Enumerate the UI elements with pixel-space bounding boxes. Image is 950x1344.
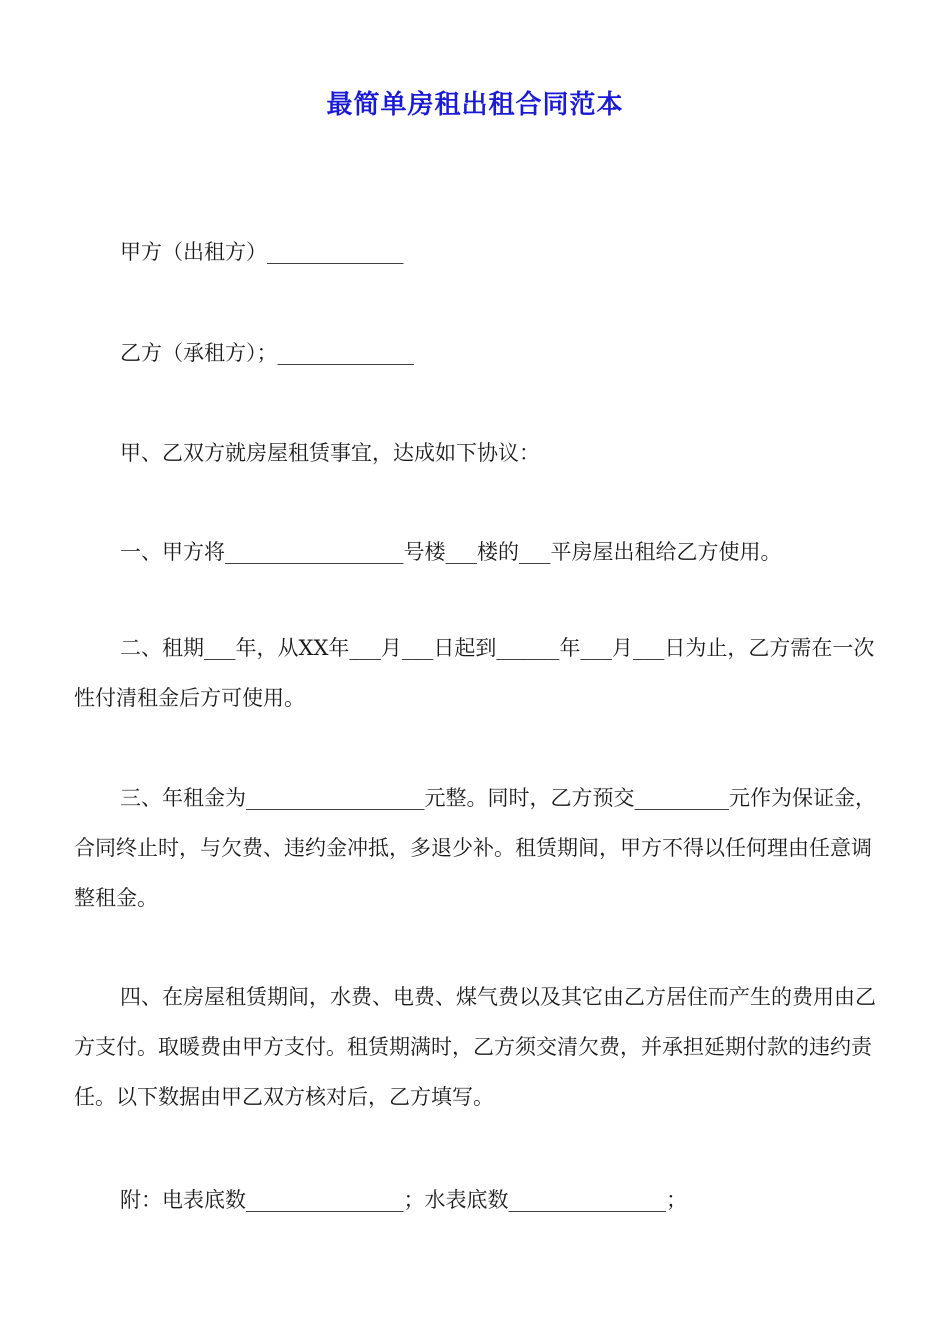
party-a-line: 甲方（出租方）_____________ [120,240,404,264]
clause-1: 一、甲方将_________________号楼___楼的___平房屋出租给乙方使用。 [120,540,782,564]
preamble: 甲、乙双方就房屋租赁事宜，达成如下协议： [120,441,540,465]
clause-3: 三、年租金为_________________元整。同时，乙方预交_________元作为保证金，合同终止时，与欠费、违约金冲抵，多退少补。租赁期间，甲方不得以任何理由任意调整租金。 [74,786,876,910]
clause-2: 二、租期___年，从XX年___月___日起到______年___月___日为止，乙方需在一次性付清租金后方可使用。 [74,636,875,710]
party-b-line: 乙方（承租方）；_____________ [120,341,414,365]
document-title: 最简单房租出租合同范本 [326,90,624,120]
appendix-line: 附：电表底数_______________；水表底数_______________； [120,1188,687,1212]
clause-4: 四、在房屋租赁期间，水费、电费、煤气费以及其它由乙方居住而产生的费用由乙方支付。取暖费由甲方支付。租赁期满时，乙方须交清欠费，并承担延期付款的违约责任。以下数据由甲乙双方核对后，乙方填写。 [74,985,876,1109]
